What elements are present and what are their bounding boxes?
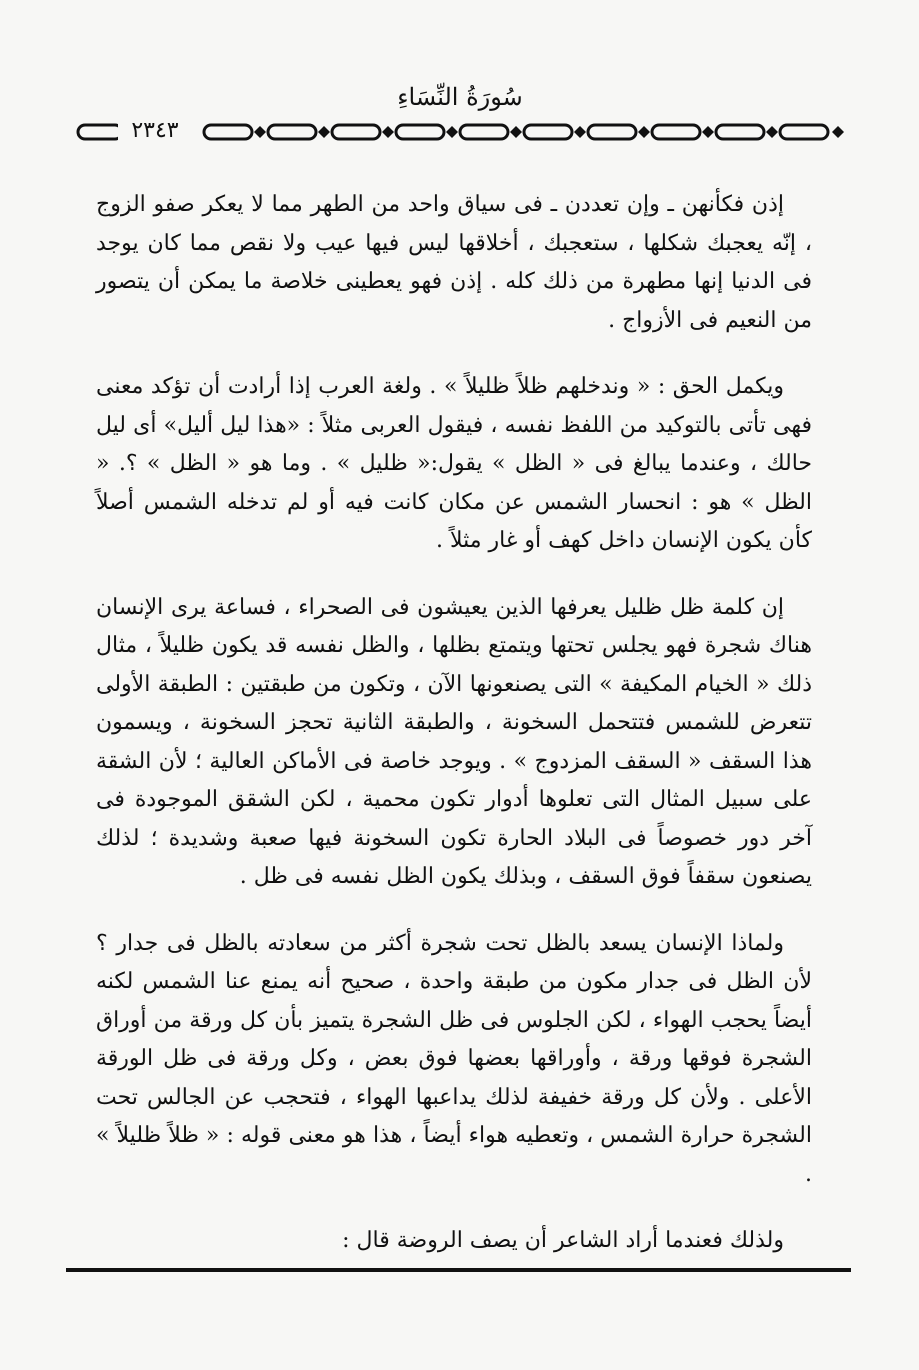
page-number: ٢٣٤٣ [118, 116, 192, 146]
surah-title: سُورَةُ النِّسَاءِ [397, 83, 523, 111]
main-text [96, 186, 812, 1289]
paragraph: إن كلمة ظل ظليل يعرفها الذين يعيشون فى الصحراء ، فساعة يرى الإنسان هناك شجرة فهو يجلس تحتها ويتمتع بظلها ، والظل نفسه قد يكون ظليلاً ، مثال ذلك « الخيام المكيفة » التى يصنعونها الآن ، وتكون من طبقتين : الطبقة الأولى تتعرض للشمس فتتحمل السخونة ، والطبقة الثانية تحجز السخونة ، ويسمون هذا السقف « السقف المزدوج » . ويوجد خاصة فى الأماكن العالية ؛ لأن الشقة على سبيل المثال التى تعلوها أدوار تكون محمية ، لكن الشقق الموجودة فى آخر دور خصوصاً فى البلاد الحارة تكون السخونة فيها صعبة وشديدة ؛ لذلك يصنعون سقفاً فوق السقف ، وبذلك يكون الظل نفسه فى ظل . [96, 594, 812, 889]
paragraph: ولماذا الإنسان يسعد بالظل تحت شجرة أكثر من سعادته بالظل فى جدار ؟ لأن الظل فى جدار مكون من طبقة واحدة ، صحيح أنه يمنع عنا الشمس لكنه أيضاً يحجب الهواء ، لكن الجلوس فى ظل الشجرة يتميز بأن كل ورقة من أوراق الشجرة فوقها ورقة ، وأوراقها بعضها فوق بعض ، وكل ورقة فى ظل الورقة الأعلى . ولأن كل ورقة خفيفة لذلك يداعبها الهواء ، فتحجب عن الجالس تحت الشجرة حرارة الشمس ، وتعطيه هواء أيضاً ، هذا هو معنى قوله : « ظلاً ظليلاً » . [96, 930, 812, 1187]
paragraph: ولذلك فعندما أراد الشاعر أن يصف الروضة قال : [342, 1228, 784, 1253]
paragraph: إذن فكأنهن ـ وإن تعددن ـ فى سياق واحد من الطهر مما لا يعكر صفو الزوج ، إنّه يعجبك شكلها ، ستعجبك ، أخلاقها ليس فيها عيب ولا نقص مما كان يوجد فى الدنيا إنها مطهرة من ذلك كله . إذن فهو يعطينى خلاصة ما يمكن أن يتصور من النعيم فى الأزواج . [96, 192, 812, 333]
paragraph: ويكمل الحق : « وندخلهم ظلاً ظليلاً » . ولغة العرب إذا أرادت أن تؤكد معنى فهى تأتى بالتوكيد من اللفظ نفسه ، فيقول العربى مثلاً : «هذا ليل أليل» أى ليل حالك ، وعندما يبالغ فى « الظل » يقول:« ظليل » . وما هو « الظل » ؟. « الظل » هو : انحسار الشمس عن مكان كانت فيه أو لم تدخله الشمس أصلاً كأن يكون الإنسان داخل كهف أو غار مثلاً . [96, 374, 812, 553]
footer-divider [66, 1268, 851, 1272]
